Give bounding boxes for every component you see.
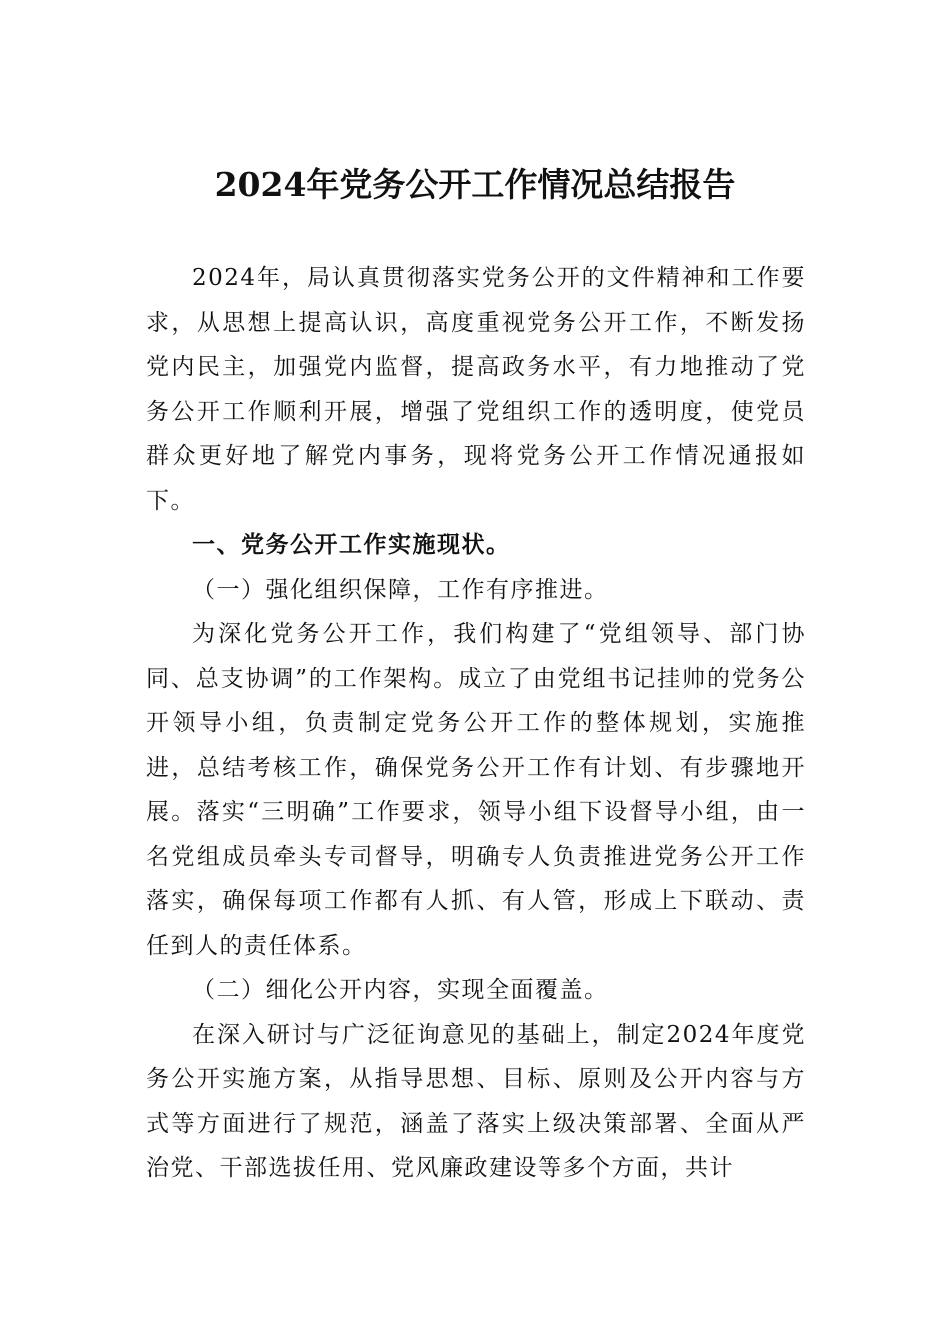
subsection-1-paragraph: 为深化党务公开工作，我们构建了“党组领导、部门协同、总支协调”的工作架构。成立了由党组书记挂帅的党务公开领导小组，负责制定党务公开工作的整体规划，实施推进，总结考核工作，确保党务公开工作有计划、有步骤地开展。落实“三明确”工作要求，领导小组下设督导小组，由一名党组成员牵头专司督导，明确专人负责推进党务公开工作落实，确保每项工作都有人抓、有人管，形成上下联动、责任到人的责任体系。: [146, 621, 806, 959]
intro-paragraph: 2024年，局认真贯彻落实党务公开的文件精神和工作要求，从思想上提高认识，高度重视党务公开工作，不断发扬党内民主，加强党内监督，提高政务水平，有力地推动了党务公开工作顺利开展，增强了党组织工作的透明度，使党员群众更好地了解党内事务，现将党务公开工作情况通报如下。: [146, 265, 806, 514]
document-body: [146, 256, 806, 1191]
section-1-heading: 一、党务公开工作实施现状。: [192, 532, 511, 558]
subsection-2-heading: （二）细化公开内容，实现全面覆盖。: [192, 977, 609, 1003]
subsection-2-paragraph: 在深入研讨与广泛征询意见的基础上，制定2024年度党务公开实施方案，从指导思想、目标、原则及公开内容与方式等方面进行了规范，涵盖了落实上级决策部署、全面从严治党、干部选拔任用、党风廉政建设等多个方面，共计: [146, 1021, 806, 1181]
subsection-1-heading: （一）强化组织保障，工作有序推进。: [192, 576, 609, 603]
document-title: 2024年党务公开工作情况总结报告: [214, 165, 736, 204]
